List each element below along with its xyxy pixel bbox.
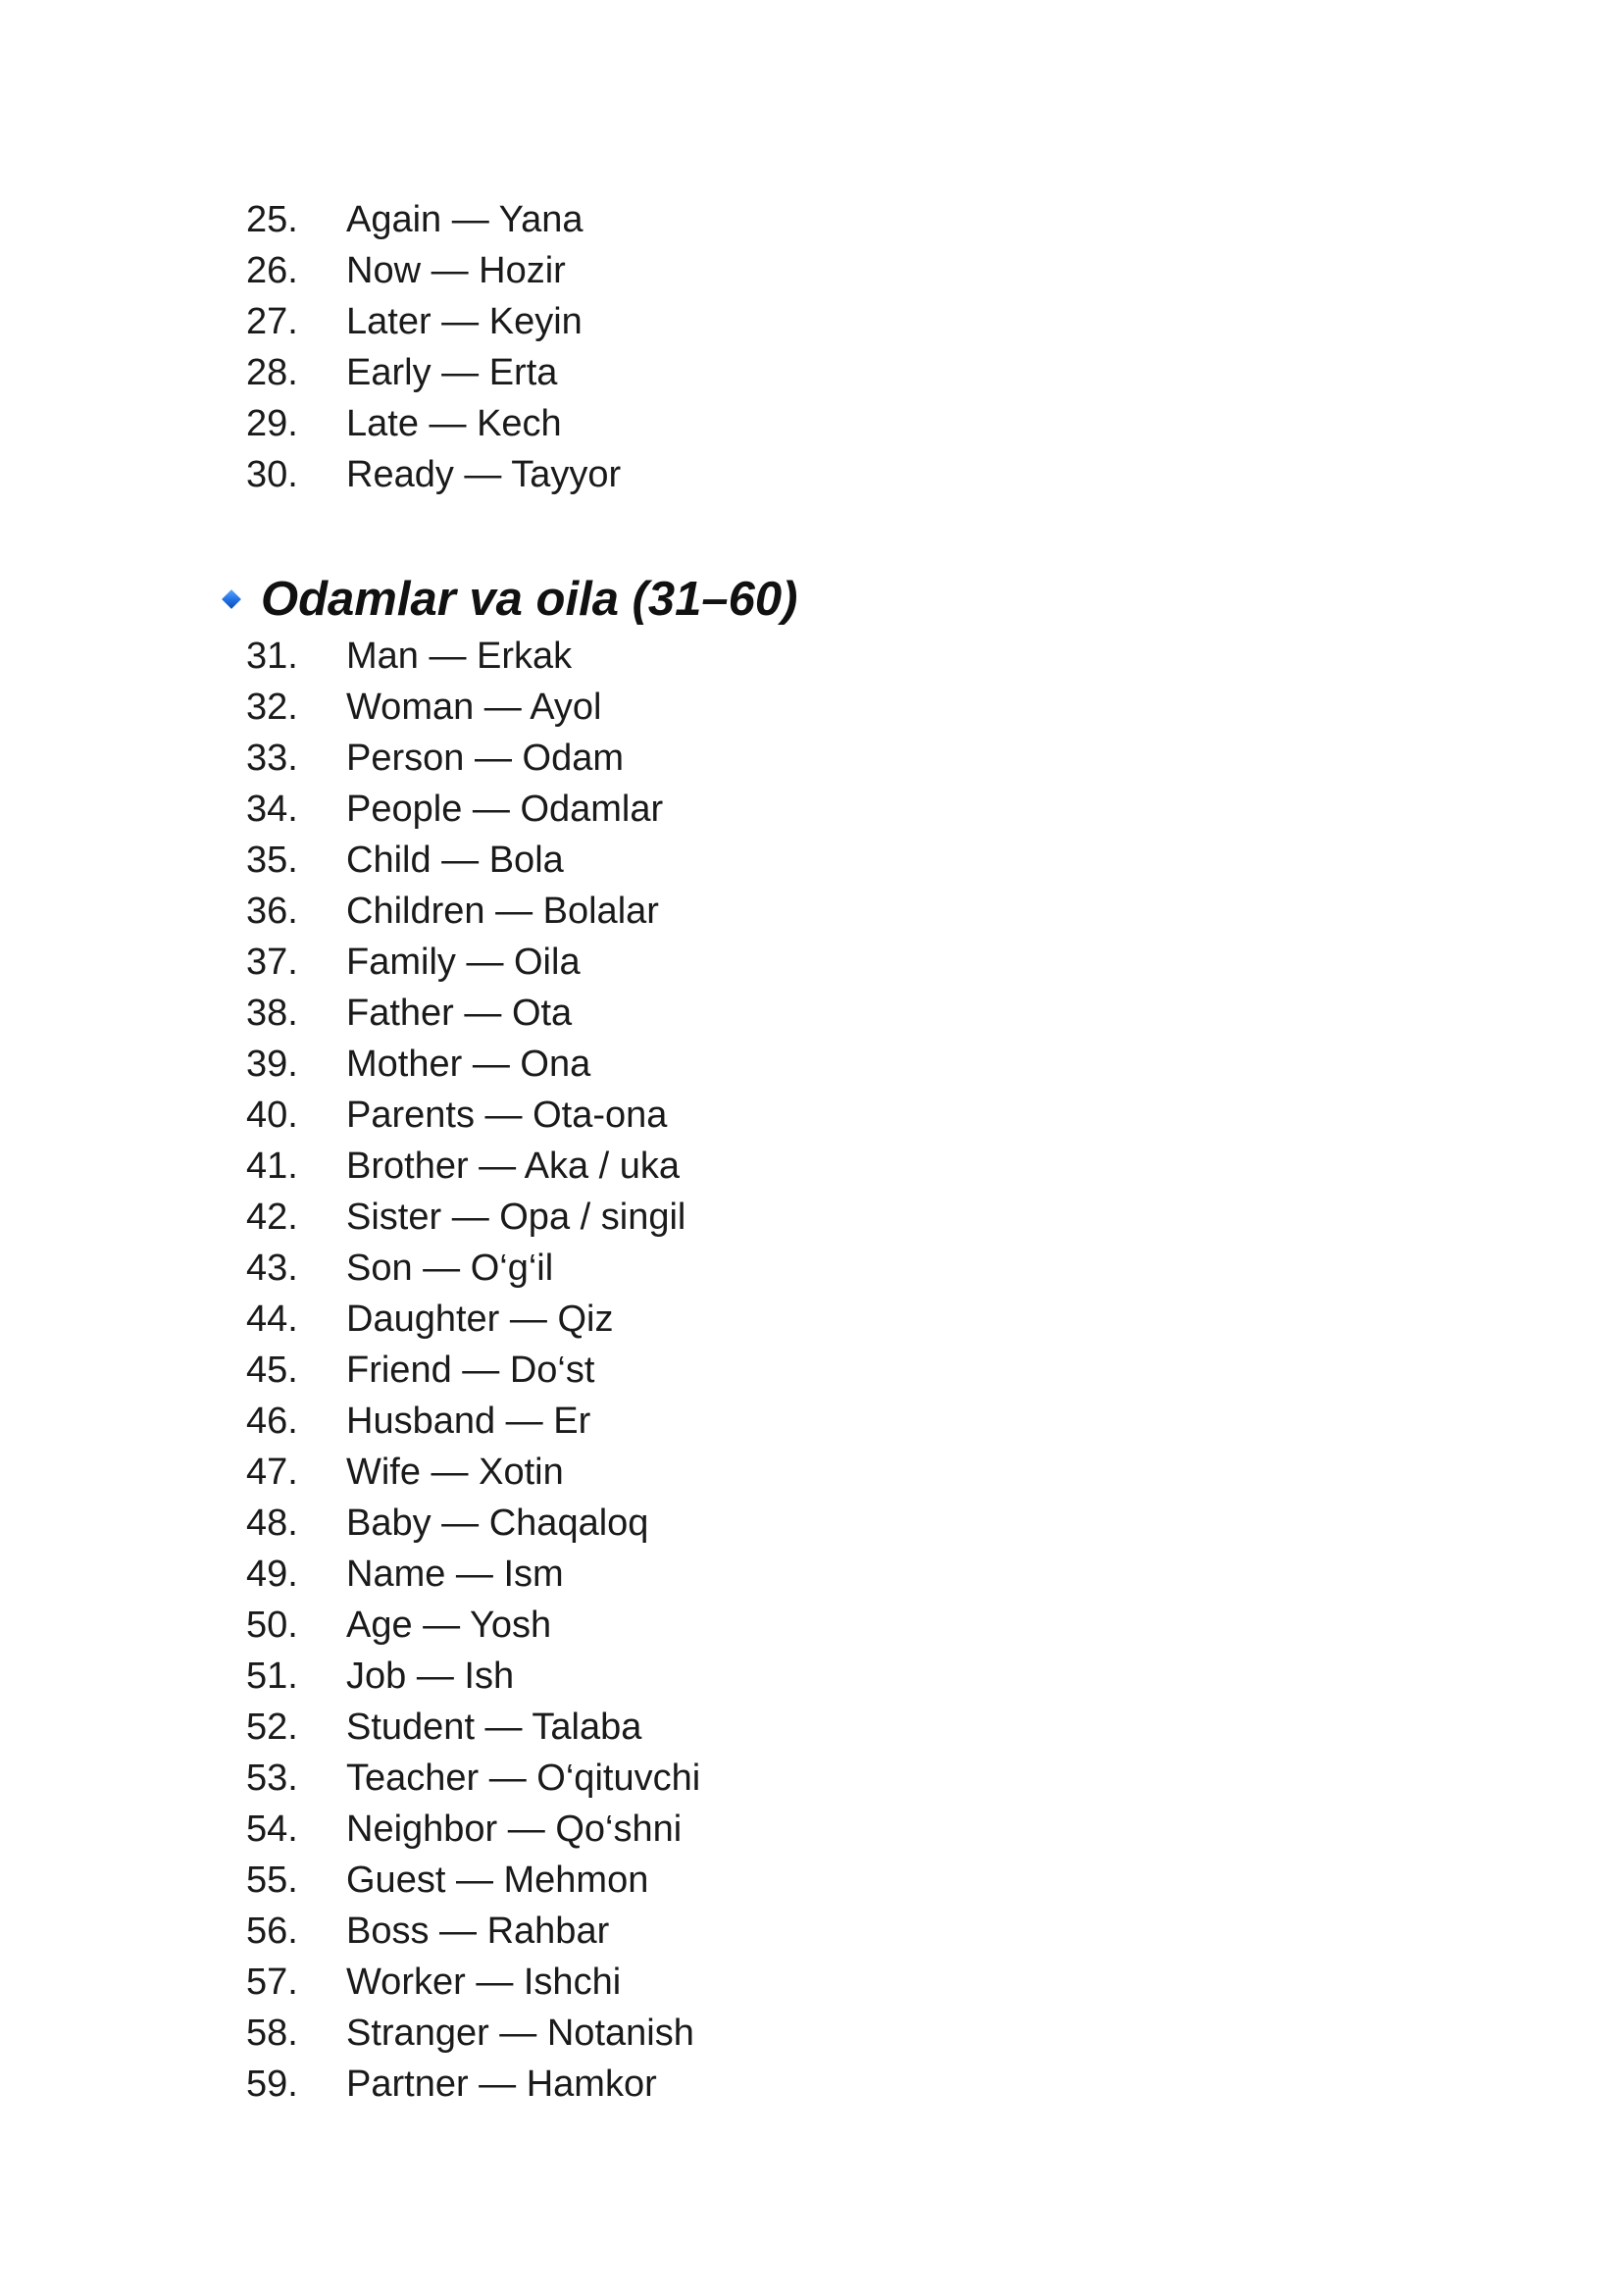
item-number: 41.: [246, 1146, 298, 1187]
item-number: 39.: [246, 1044, 298, 1085]
item-text: Mother — Ona: [346, 1044, 591, 1085]
item-text: Child — Bola: [346, 840, 564, 881]
item-number: 56.: [246, 1911, 298, 1952]
item-text: Stranger — Notanish: [346, 2013, 694, 2054]
item-text: Person — Odam: [346, 738, 624, 779]
item-text: Parents — Ota-ona: [346, 1095, 668, 1136]
item-text: Son — O‘g‘il: [346, 1248, 554, 1289]
item-number: 26.: [246, 250, 298, 291]
item-number: 43.: [246, 1248, 298, 1289]
item-text: Later — Keyin: [346, 301, 583, 342]
blue-diamond-icon: [222, 589, 241, 609]
item-text: Early — Erta: [346, 352, 558, 393]
item-number: 32.: [246, 687, 298, 728]
item-text: Ready — Tayyor: [346, 454, 622, 495]
item-text: Wife — Xotin: [346, 1452, 564, 1493]
item-number: 40.: [246, 1095, 298, 1136]
section-heading-text: Odamlar va oila (31–60): [261, 573, 798, 626]
item-text: Job — Ish: [346, 1656, 515, 1697]
item-text: Again — Yana: [346, 199, 584, 240]
item-number: 45.: [246, 1350, 298, 1391]
item-number: 28.: [246, 352, 298, 393]
item-text: Husband — Er: [346, 1401, 591, 1442]
item-number: 31.: [246, 636, 298, 677]
item-number: 49.: [246, 1554, 298, 1595]
item-number: 44.: [246, 1299, 298, 1340]
item-number: 55.: [246, 1860, 298, 1901]
item-number: 52.: [246, 1707, 298, 1748]
item-text: Worker — Ishchi: [346, 1962, 622, 2003]
item-text: Guest — Mehmon: [346, 1860, 649, 1901]
item-number: 29.: [246, 403, 298, 444]
item-number: 51.: [246, 1656, 298, 1697]
item-number: 38.: [246, 993, 298, 1034]
item-text: Sister — Opa / singil: [346, 1197, 686, 1238]
item-number: 46.: [246, 1401, 298, 1442]
item-text: Children — Bolalar: [346, 891, 659, 932]
item-number: 36.: [246, 891, 298, 932]
item-text: Friend — Do‘st: [346, 1350, 595, 1391]
item-number: 35.: [246, 840, 298, 881]
item-text: Student — Talaba: [346, 1707, 642, 1748]
item-text: Family — Oila: [346, 942, 581, 983]
item-text: Brother — Aka / uka: [346, 1146, 681, 1187]
item-number: 57.: [246, 1962, 298, 2003]
item-text: Woman — Ayol: [346, 687, 602, 728]
item-text: Partner — Hamkor: [346, 2064, 657, 2105]
item-number: 33.: [246, 738, 298, 779]
item-number: 27.: [246, 301, 298, 342]
item-number: 30.: [246, 454, 298, 495]
item-number: 54.: [246, 1809, 298, 1850]
item-text: Teacher — O‘qituvchi: [346, 1758, 701, 1799]
item-number: 25.: [246, 199, 298, 240]
item-text: Father — Ota: [346, 993, 573, 1034]
item-text: Boss — Rahbar: [346, 1911, 610, 1952]
item-text: Late — Kech: [346, 403, 562, 444]
item-text: Baby — Chaqaloq: [346, 1503, 649, 1544]
item-number: 50.: [246, 1605, 298, 1646]
item-number: 37.: [246, 942, 298, 983]
item-text: Age — Yosh: [346, 1605, 552, 1646]
item-text: Daughter — Qiz: [346, 1299, 614, 1340]
item-text: Man — Erkak: [346, 636, 573, 677]
item-text: Neighbor — Qo‘shni: [346, 1809, 683, 1850]
item-number: 48.: [246, 1503, 298, 1544]
item-number: 58.: [246, 2013, 298, 2054]
item-number: 42.: [246, 1197, 298, 1238]
item-text: People — Odamlar: [346, 789, 664, 830]
item-number: 47.: [246, 1452, 298, 1493]
item-text: Name — Ism: [346, 1554, 564, 1595]
item-number: 34.: [246, 789, 298, 830]
item-text: Now — Hozir: [346, 250, 566, 291]
item-number: 59.: [246, 2064, 298, 2105]
item-number: 53.: [246, 1758, 298, 1799]
